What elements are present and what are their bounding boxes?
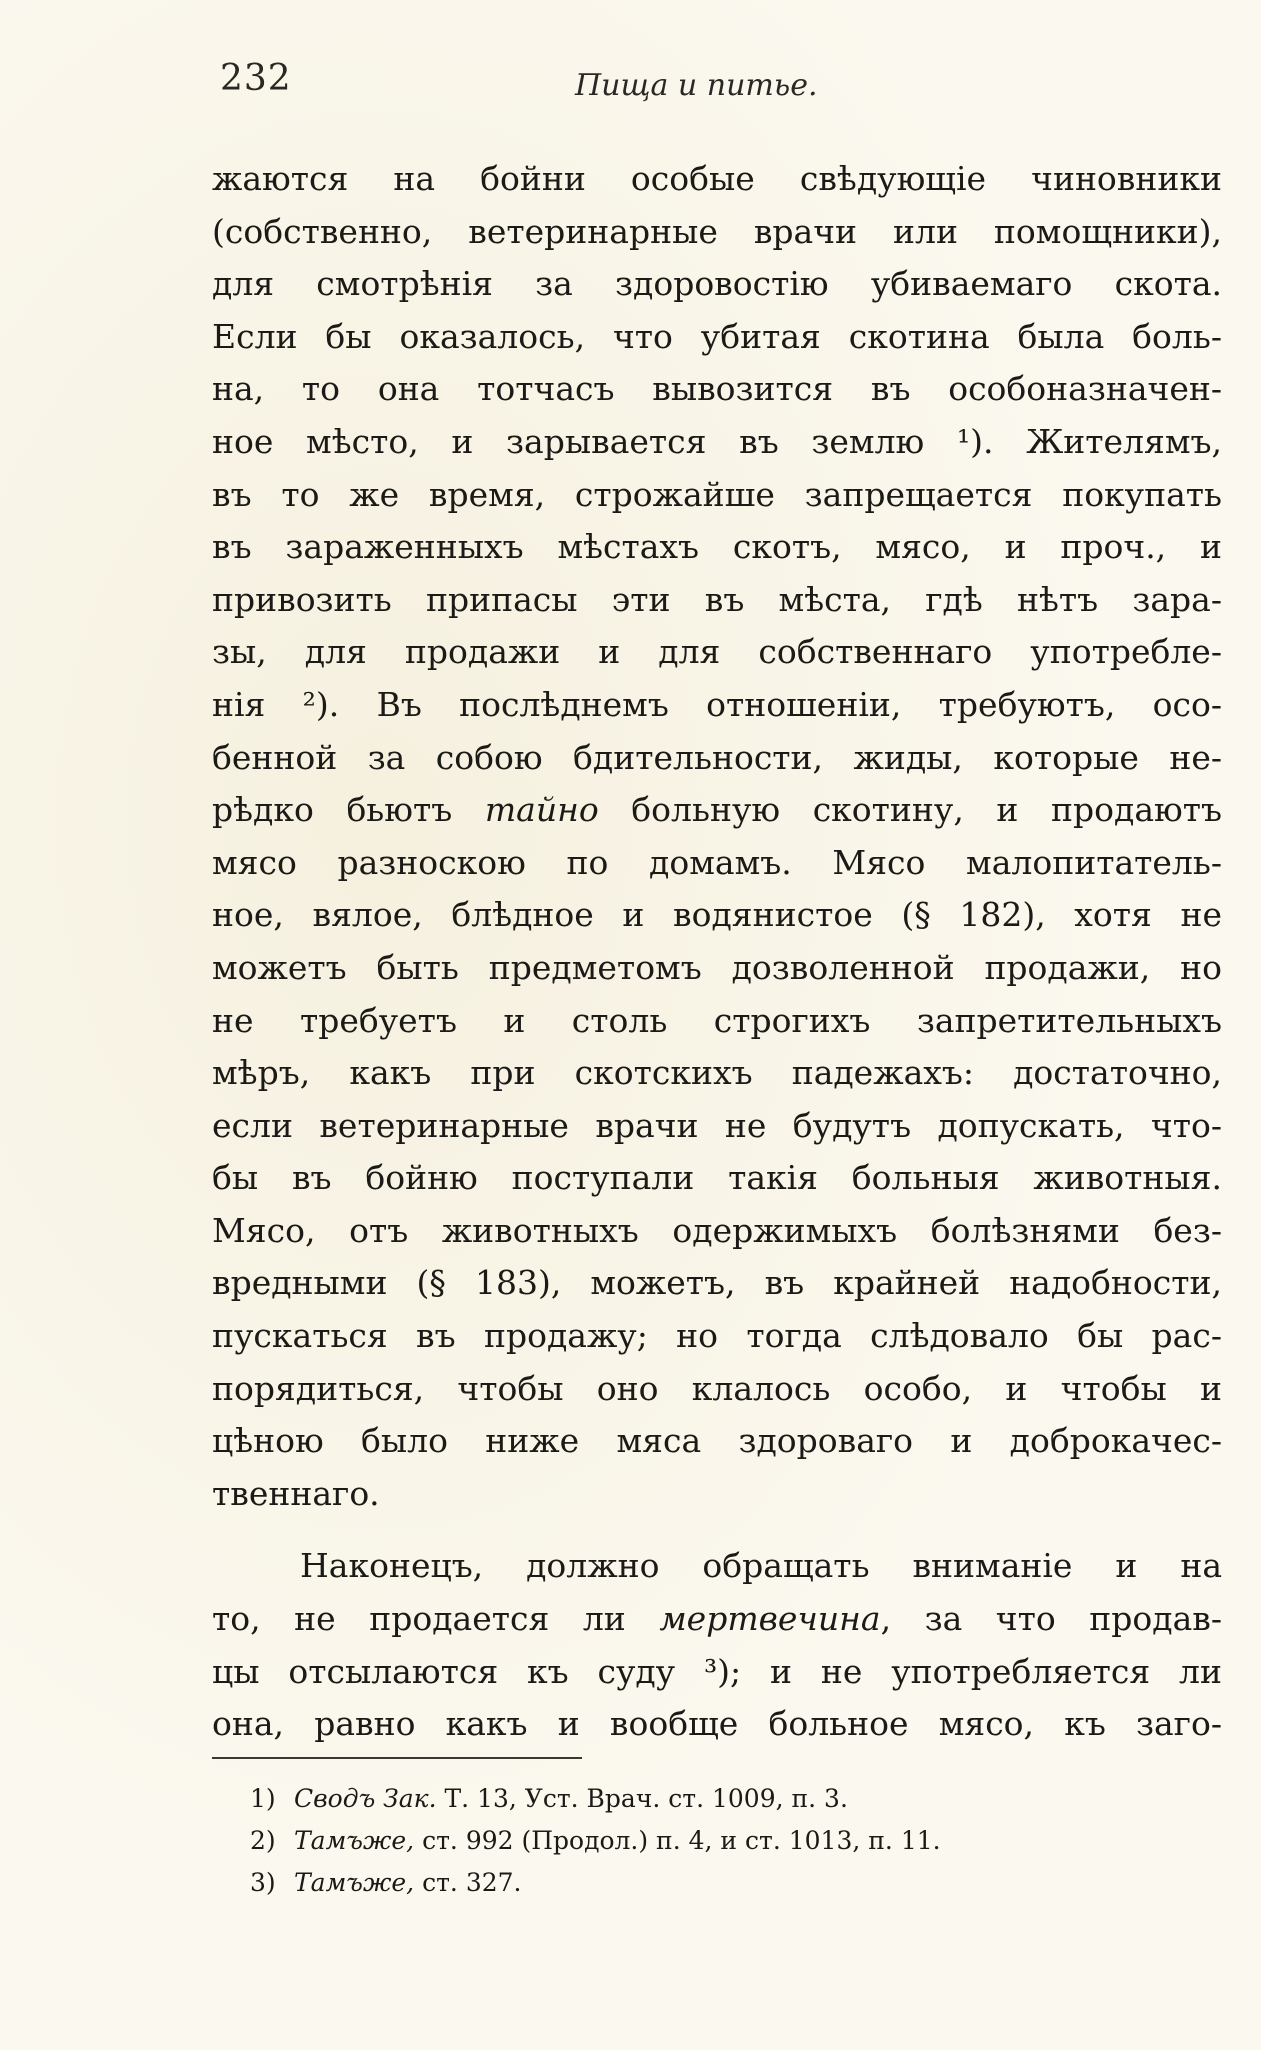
text-line: порядиться, чтобы оно клалось особо, и чтобы и	[212, 1368, 1222, 1408]
text-line: ное, вялое, блѣдное и водянистое (§ 182), хотя не	[212, 895, 1222, 935]
text-line: Наконецъ, должно обращать вниманіе и на	[300, 1546, 1222, 1586]
text-line: бенной за собою бдительности, жиды, которые не-	[212, 737, 1222, 777]
text-segment: , за что продав-	[880, 1599, 1222, 1639]
text-line-with-italic	[212, 1593, 1222, 1646]
footnote-text: ст. 327.	[414, 1868, 522, 1897]
text-line: въ зараженныхъ мѣстахъ скотъ, мясо, и проч., и	[212, 527, 1222, 567]
footnote-number: 1)	[250, 1784, 276, 1813]
text-line: привозить припасы эти въ мѣста, гдѣ нѣтъ зара-	[212, 579, 1222, 619]
text-line: твеннаго.	[212, 1473, 380, 1513]
text-line: она, равно какъ и вообще больное мясо, къ заго-	[212, 1704, 1222, 1744]
text-line: мясо разноскою по домамъ. Мясо малопитатель-	[212, 842, 1222, 882]
footnote-2	[250, 1820, 1150, 1862]
footnote-source: Тамъже,	[294, 1826, 415, 1855]
footnote-rule	[212, 1757, 582, 1759]
footnote-3	[250, 1862, 1150, 1904]
text-line: въ то же время, строжайше запрещается покупать	[212, 474, 1222, 514]
text-line: жаются на бойни особые свѣдующіе чиновники	[212, 159, 1222, 198]
footnotes	[250, 1778, 1150, 1904]
text-line: вредными (§ 183), можетъ, въ крайней надобности,	[212, 1263, 1222, 1303]
text-line: для смотрѣнія за здоровостію убиваемаго скота.	[212, 264, 1222, 304]
text-line: (собственно, ветеринарные врачи или помощники),	[212, 211, 1222, 251]
text-line: нія ²). Въ послѣднемъ отношеніи, требуютъ, осо-	[212, 684, 1222, 724]
text-line: пускаться въ продажу; но тогда слѣдовало бы рас-	[212, 1316, 1222, 1356]
footnote-source: Тамъже,	[294, 1868, 415, 1897]
body-text	[212, 153, 1222, 1751]
text-segment: больную скотину, и продаютъ	[598, 790, 1222, 830]
text-line: можетъ быть предметомъ дозволенной продажи, но	[212, 947, 1222, 987]
text-line: бы въ бойню поступали такія больныя животныя.	[212, 1158, 1222, 1198]
italic-word: тайно	[484, 790, 599, 830]
text-segment: то, не продается ли	[212, 1599, 660, 1639]
text-line: Мясо, отъ животныхъ одержимыхъ болѣзнями без-	[212, 1210, 1222, 1250]
text-line: цы отсылаются къ суду ³); и не употребляется ли	[212, 1651, 1222, 1691]
page-number: 232	[220, 58, 292, 99]
text-line-with-italic	[212, 784, 1222, 837]
text-line: зы, для продажи и для собственнаго употребле-	[212, 632, 1222, 672]
text-line: не требуетъ и столь строгихъ запретительныхъ	[212, 1000, 1222, 1040]
paragraph-gap	[212, 1520, 1222, 1540]
text-line: если ветеринарные врачи не будутъ допускать, что-	[212, 1105, 1222, 1145]
footnote-text: Т. 13, Уст. Врач. ст. 1009, п. 3.	[436, 1784, 848, 1813]
text-segment: рѣдко бьютъ	[212, 790, 485, 830]
footnote-number: 3)	[250, 1868, 276, 1897]
footnote-text: ст. 992 (Продол.) п. 4, и ст. 1013, п. 11.	[414, 1826, 941, 1855]
text-line: на, то она тотчасъ вывозится въ особоназначен-	[212, 369, 1222, 409]
running-head	[220, 58, 1220, 118]
text-line: ное мѣсто, и зарывается въ землю ¹). Жителямъ,	[212, 421, 1222, 461]
text-line: Если бы оказалось, что убитая скотина была боль-	[212, 316, 1222, 356]
running-title: Пища и питье.	[575, 68, 818, 103]
text-line: цѣною было ниже мяса здороваго и доброкачес-	[212, 1421, 1222, 1461]
footnote-number: 2)	[250, 1826, 276, 1855]
footnote-1	[250, 1778, 1150, 1820]
footnote-source: Сводъ Зак.	[294, 1784, 437, 1813]
text-line: мѣръ, какъ при скотскихъ падежахъ: достаточно,	[212, 1053, 1222, 1093]
italic-word: мертвечина	[659, 1599, 881, 1639]
